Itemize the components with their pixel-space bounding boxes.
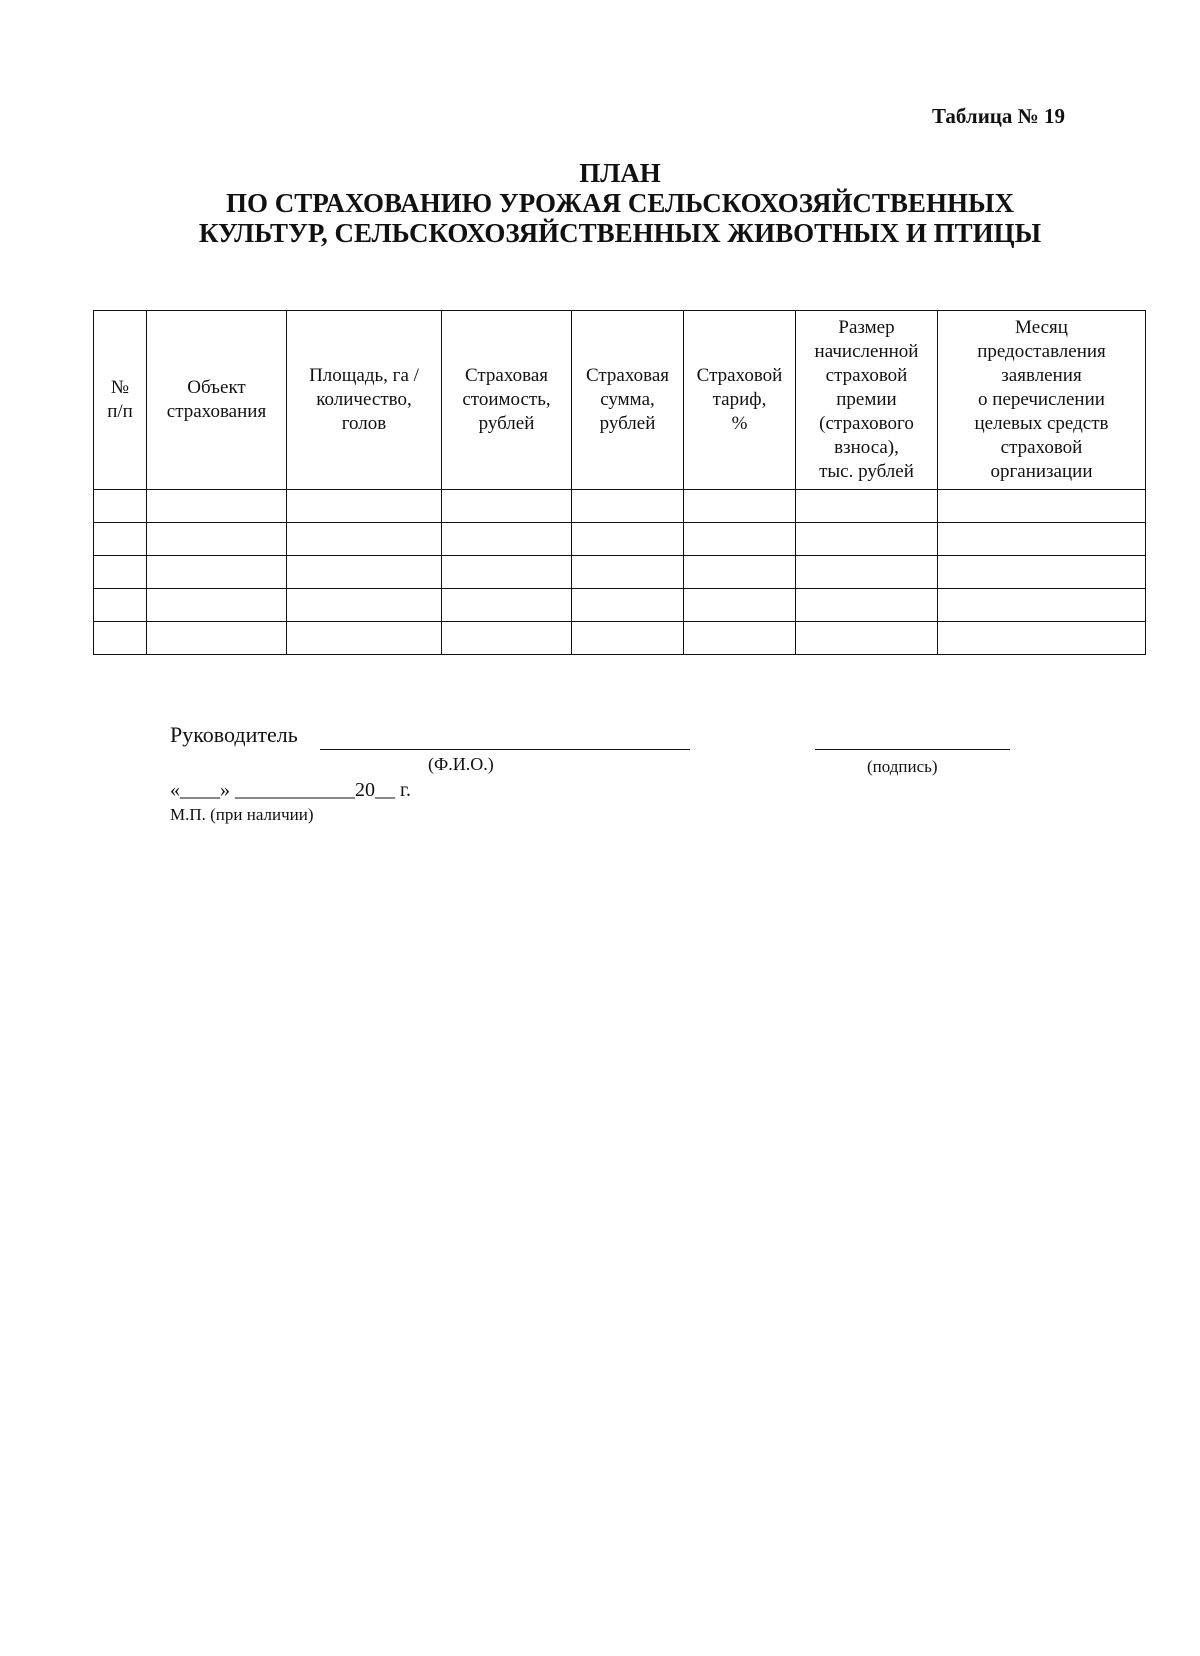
- header-object: Объект страхования: [147, 311, 287, 490]
- fio-line: [320, 749, 690, 750]
- table-cell: [94, 556, 147, 589]
- table-cell: [572, 523, 684, 556]
- table-cell: [442, 622, 572, 655]
- table-cell: [684, 622, 796, 655]
- table-cell: [796, 589, 938, 622]
- table-cell: [442, 490, 572, 523]
- table-cell: [938, 523, 1146, 556]
- table-cell: [287, 589, 442, 622]
- head-label: Руководитель: [170, 722, 298, 747]
- table-cell: [442, 556, 572, 589]
- table-cell: [684, 523, 796, 556]
- table-cell: [94, 490, 147, 523]
- table-cell: [938, 490, 1146, 523]
- table-row: [94, 622, 1146, 655]
- header-insured-sum: Страховая сумма, рублей: [572, 311, 684, 490]
- title-line: ПЛАН: [579, 158, 661, 188]
- table-cell: [147, 622, 287, 655]
- table-row: [94, 556, 1146, 589]
- table-number: Таблица № 19: [931, 104, 1065, 128]
- table-cell: [287, 556, 442, 589]
- insurance-plan-table: [93, 310, 1146, 655]
- table-row: [94, 523, 1146, 556]
- title-line: ПО СТРАХОВАНИЮ УРОЖАЯ СЕЛЬСКОХОЗЯЙСТВЕННЫХ: [226, 188, 1014, 218]
- table-cell: [94, 589, 147, 622]
- date-line: «____» ____________20__ г.: [170, 779, 411, 801]
- signature-line: [815, 749, 1010, 750]
- header-tariff: Страховой тариф, %: [684, 311, 796, 490]
- table-cell: [572, 622, 684, 655]
- table-cell: [796, 556, 938, 589]
- table-cell: [572, 490, 684, 523]
- table-body: [94, 490, 1146, 655]
- header-insured-value: Страховая стоимость, рублей: [442, 311, 572, 490]
- table-cell: [684, 556, 796, 589]
- table-cell: [938, 622, 1146, 655]
- table-cell: [147, 589, 287, 622]
- header-premium: Размер начисленной страховой премии (страхового взноса), тыс. рублей: [796, 311, 938, 490]
- document-title: [170, 158, 1070, 248]
- fio-caption: (Ф.И.О.): [428, 754, 494, 774]
- table-cell: [147, 490, 287, 523]
- table-cell: [938, 556, 1146, 589]
- table-cell: [442, 589, 572, 622]
- table-cell: [287, 523, 442, 556]
- table-cell: [287, 490, 442, 523]
- table-cell: [796, 490, 938, 523]
- stamp-note: М.П. (при наличии): [170, 805, 314, 824]
- table-cell: [94, 523, 147, 556]
- table-cell: [94, 622, 147, 655]
- header-number: № п/п: [94, 311, 147, 490]
- table-cell: [442, 523, 572, 556]
- table-cell: [147, 523, 287, 556]
- title-line: КУЛЬТУР, СЕЛЬСКОХОЗЯЙСТВЕННЫХ ЖИВОТНЫХ И ПТИЦЫ: [198, 218, 1042, 248]
- table-row: [94, 490, 1146, 523]
- table-cell: [287, 622, 442, 655]
- table-cell: [572, 589, 684, 622]
- header-month: Месяц предоставления заявления о перечислении целевых средств страховой организации: [938, 311, 1146, 490]
- signature-block: [170, 722, 1070, 832]
- table-header-row: [94, 311, 1146, 490]
- table-cell: [572, 556, 684, 589]
- table-cell: [938, 589, 1146, 622]
- table-cell: [796, 622, 938, 655]
- header-area: Площадь, га / количество, голов: [287, 311, 442, 490]
- table-cell: [684, 589, 796, 622]
- table-cell: [684, 490, 796, 523]
- signature-caption: (подпись): [867, 757, 938, 776]
- table-row: [94, 589, 1146, 622]
- table-cell: [796, 523, 938, 556]
- table-cell: [147, 556, 287, 589]
